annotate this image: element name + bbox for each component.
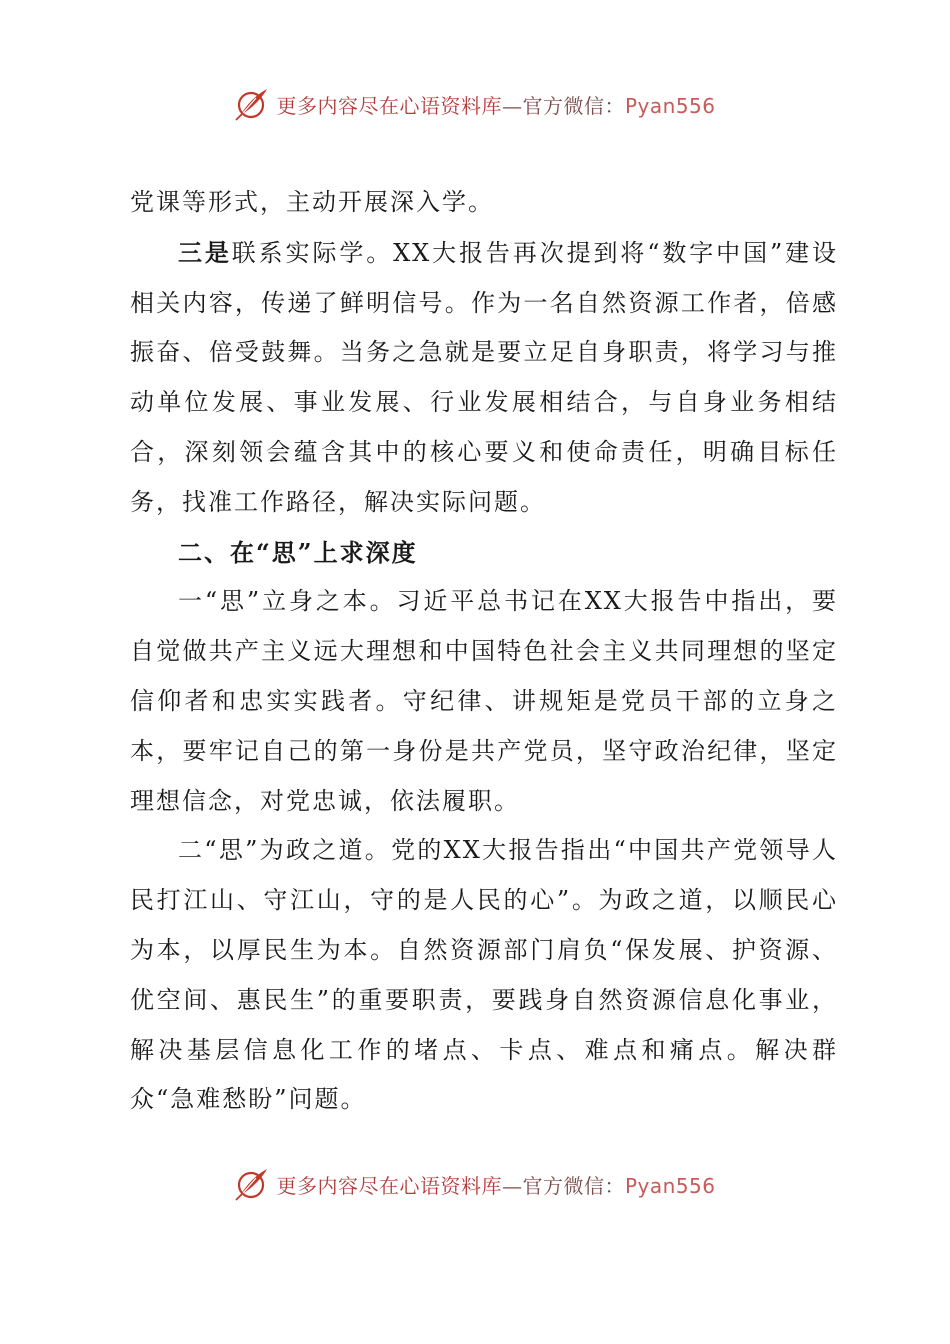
document-body xyxy=(130,178,838,1125)
paragraph-think-two: 二“思”为政之道。党的XX大报告指出“中国共产党领导人民打江山、守江山，守的是人民的心”。为政之道，以顺民心为本，以厚民生为本。自然资源部门肩负“保发展、护资源、优空间、惠民生”的重要职责，要践身自然资源信息化事业，解决基层信息化工作的堵点、卡点、难点和痛点。解决群众“急难愁盼”问题。 xyxy=(130,836,838,1114)
banner-wechat-id: Pyan556 xyxy=(624,93,716,118)
banner-official-label: 官方微信： xyxy=(522,1173,625,1198)
banner-text xyxy=(276,1170,715,1199)
section-heading-2: 二、在“思”上求深度 xyxy=(178,537,418,567)
paragraph-think-one: 一“思”立身之本。习近平总书记在XX大报告中指出，要自觉做共产主义远大理想和中国特色社会主义共同理想的坚定信仰者和忠实实践者。守纪律、讲规矩是党员干部的立身之本，要牢记自己的第一身份是共产党员，坚守政治纪律，坚定理想信念，对党忠诚，依法履职。 xyxy=(130,587,838,815)
banner-main-text: 更多内容尽在心语资料库 xyxy=(276,93,502,118)
quill-logo-icon xyxy=(234,1166,270,1202)
footer-banner xyxy=(0,1162,950,1206)
banner-text xyxy=(276,90,715,119)
banner-inner xyxy=(234,86,715,122)
third-point-body: 联系实际学。XX大报告再次提到将“数字中国”建设相关内容，传递了鲜明信号。作为一名自然资源工作者，倍感振奋、倍受鼓舞。当务之急就是要立足自身职责，将学习与推动单位发展、事业发展、行业发展相结合，与自身业务相结合，深刻领会蕴含其中的核心要义和使命责任，明确目标任务，找准工作路径，解决实际问题。 xyxy=(130,238,838,516)
quill-logo-icon xyxy=(234,86,270,122)
banner-separator: — xyxy=(501,93,523,118)
paragraph-continuation: 党课等形式，主动开展深入学。 xyxy=(130,188,494,216)
banner-main-text: 更多内容尽在心语资料库 xyxy=(276,1173,502,1198)
paragraph-third-point xyxy=(130,228,838,528)
header-banner xyxy=(0,82,950,126)
banner-separator: — xyxy=(501,1173,523,1198)
banner-wechat-id: Pyan556 xyxy=(624,1173,716,1198)
banner-official-label: 官方微信： xyxy=(522,93,625,118)
banner-inner xyxy=(234,1166,715,1202)
third-point-lead: 三是 xyxy=(178,237,232,267)
